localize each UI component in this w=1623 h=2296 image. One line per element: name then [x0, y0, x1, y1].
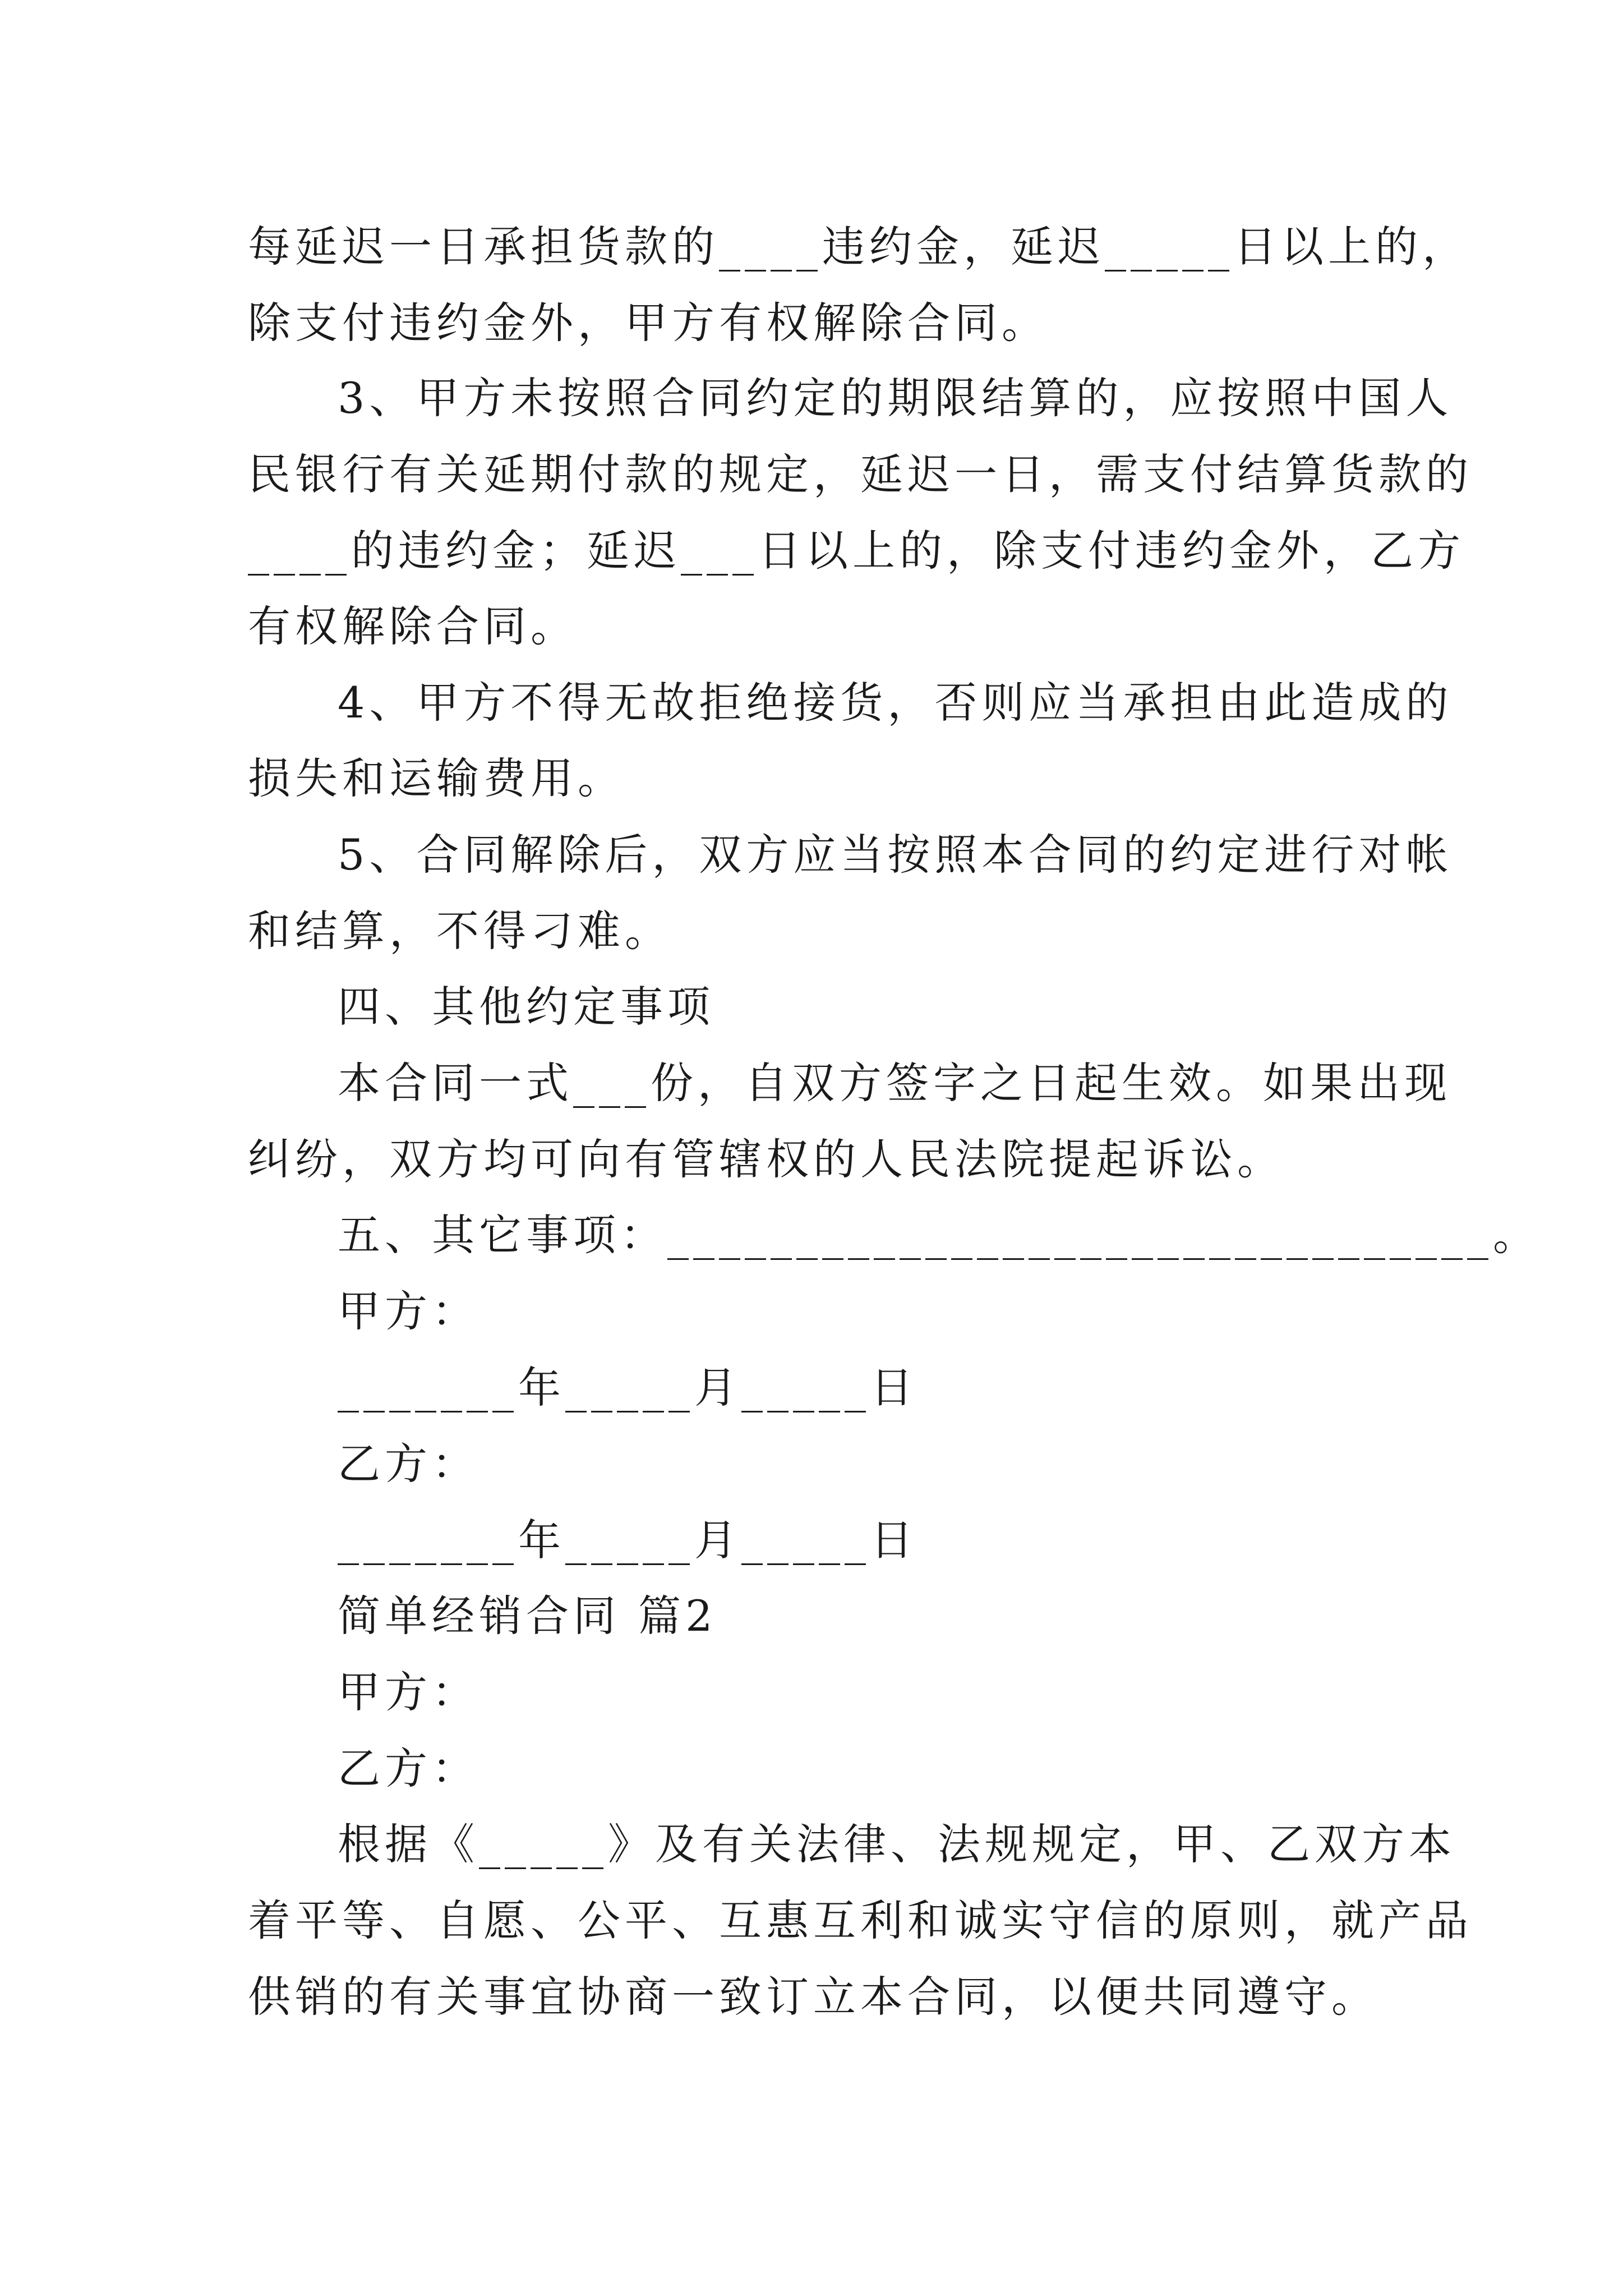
body-text-line: 供销的有关事宜协商一致订立本合同，以便共同遵守。 — [248, 1972, 1378, 2022]
clause-3-line: 3、甲方未按照合同约定的期限结算的，应按照中国人 — [338, 373, 1453, 423]
clause-5-line: 5、合同解除后，双方应当按照本合同的约定进行对帐 — [338, 830, 1453, 880]
party-a-label: 甲方： — [338, 1667, 479, 1717]
section-heading-4: 四、其他约定事项 — [338, 982, 714, 1032]
body-text-line: 本合同一式___份，自双方签字之日起生效。如果出现 — [338, 1058, 1451, 1108]
section-heading-5: 五、其它事项：________________________________。 — [338, 1210, 1540, 1260]
body-text-line: ____的违约金；延迟___日以上的，除支付违约金外，乙方 — [248, 526, 1465, 576]
contract-title: 简单经销合同 篇2 — [338, 1591, 717, 1641]
party-b-label: 乙方： — [338, 1439, 479, 1489]
body-text-line: 根据《_____》及有关法律、法规规定，甲、乙双方本 — [338, 1819, 1456, 1869]
body-text-line: 损失和运输费用。 — [248, 753, 625, 803]
clause-4-line: 4、甲方不得无故拒绝接货，否则应当承担由此造成的 — [338, 678, 1453, 728]
body-text-line: 着平等、自愿、公平、互惠互利和诚实守信的原则，就产品 — [248, 1895, 1473, 1945]
body-text-line: 纠纷，双方均可向有管辖权的人民法院提起诉讼。 — [248, 1134, 1284, 1184]
party-b-label: 乙方： — [338, 1743, 479, 1793]
party-a-label: 甲方： — [338, 1286, 479, 1336]
body-text-line: 每延迟一日承担货款的____违约金，延迟_____日以上的， — [248, 222, 1469, 272]
body-text-line: 有权解除合同。 — [248, 601, 578, 651]
date-field-line: _______年_____月_____日 — [338, 1515, 917, 1565]
date-field-line: _______年_____月_____日 — [338, 1363, 917, 1412]
body-text-line: 除支付违约金外，甲方有权解除合同。 — [248, 298, 1049, 348]
body-text-line: 民银行有关延期付款的规定，延迟一日，需支付结算货款的 — [248, 449, 1473, 499]
body-text-line: 和结算，不得刁难。 — [248, 906, 672, 956]
